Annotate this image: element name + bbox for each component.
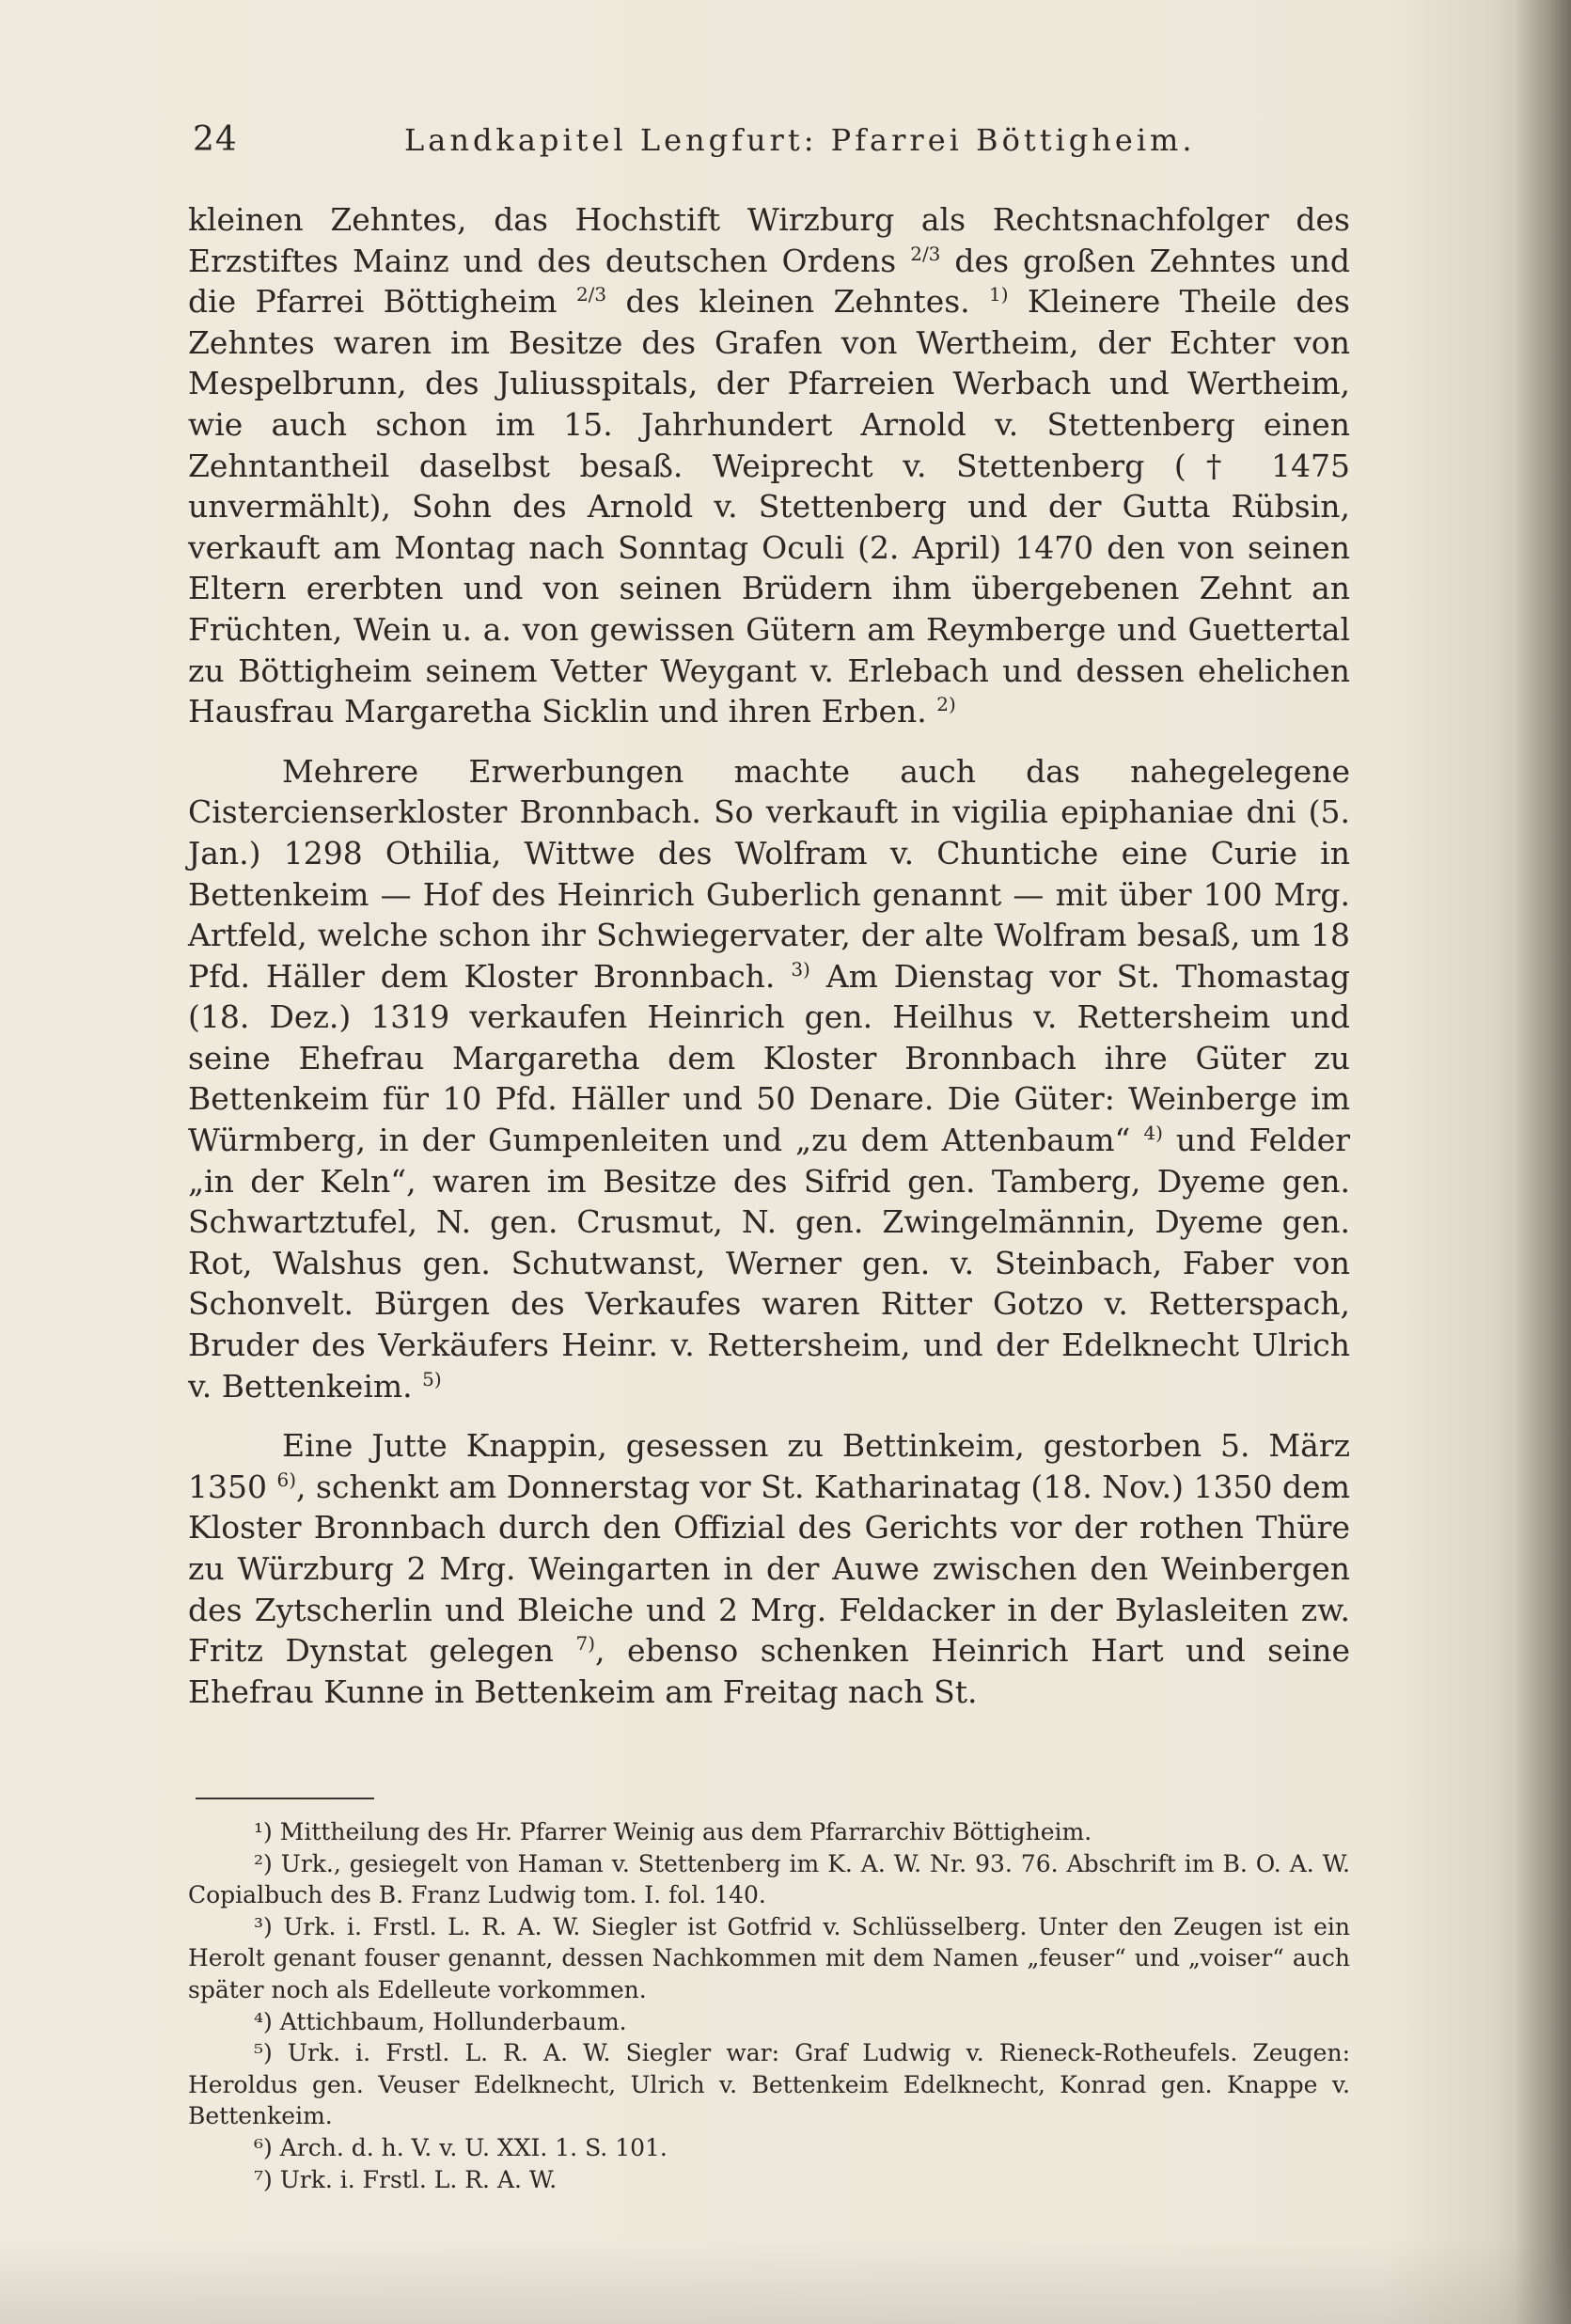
footnote-ref: 7)	[575, 1632, 595, 1656]
footnote-2: ²) Urk., gesiegelt von Haman v. Stettenberg im K. A. W. Nr. 93. 76. Abschrift im B. O. A. W. Copialbuch des B. Franz Ludwig tom. I. fol. 140.	[188, 1849, 1350, 1909]
page-bottom-shade	[0, 2239, 1571, 2324]
footnote-ref: 6)	[276, 1468, 297, 1491]
footnote-1: ¹) Mittheilung des Hr. Pfarrer Weinig aus dem Pfarrarchiv Böttigheim.	[254, 1818, 1092, 1845]
text-run: kleinen Zehntes, das Hochstift Wirzburg als Rechtsnachfolger des Erzstiftes Mainz und des deutschen Ordens	[188, 201, 1350, 279]
footnote-7: ⁷) Urk. i. Frstl. L. R. A. W.	[254, 2165, 558, 2193]
paragraph-1	[188, 199, 1350, 732]
text-run: Eine Jutte Knappin, gesessen zu Bettinkeim, gestorben 5. März 1350	[188, 1427, 1350, 1505]
text-run: Mehrere Erwerbungen machte auch das nahegelegene Cistercienserkloster Bronnbach. So verkauft in vigilia epiphaniae dni (5. Jan.) 1298 Othilia, Wittwe des Wolfram v. Chuntiche eine Curie in Bettenkeim — Hof des Heinrich Guberlich genannt — mit über 100 Mrg. Artfeld, welche schon ihr Schwiegervater, der alte Wolfram besaß, um 18 Pfd. Häller dem Kloster Bronnbach.	[188, 752, 1350, 995]
text-run: des großen Zehntes und die Pfarrei Böttigheim	[188, 242, 1350, 321]
footnote-ref: 2)	[936, 693, 956, 716]
footnote-ref: 4)	[1143, 1122, 1163, 1145]
footnote-5: ⁵) Urk. i. Frstl. L. R. A. W. Siegler war: Graf Ludwig v. Rieneck-Rotheufels. Zeugen: Heroldus gen. Veuser Edelknecht, Ulrich v. Bettenkeim Edelknecht, Konrad gen. Knappe v. Bettenkeim.	[188, 2039, 1350, 2130]
footnote-6: ⁶) Arch. d. h. V. v. U. XXI. 1. S. 101.	[254, 2133, 668, 2161]
paragraph-3	[188, 1425, 1350, 1712]
footnotes	[188, 1816, 1350, 2195]
footnote-divider	[196, 1798, 374, 1799]
text-run: , ebenso schenken Heinrich Hart und seine Ehefrau Kunne in Bettenkeim am Freitag nach St.	[188, 1632, 1350, 1710]
fraction-superscript: 2/3	[910, 242, 941, 265]
running-head: Landkapitel Lengfurt: Pfarrei Böttigheim.	[404, 122, 1196, 158]
page-number: 24	[193, 120, 238, 159]
footnote-ref: 5)	[422, 1367, 442, 1390]
page-header	[193, 120, 1349, 177]
text-run: , schenkt am Donnerstag vor St. Katharinatag (18. Nov.) 1350 dem Kloster Bronnbach durch den Offizial des Gerichts vor der rothen Thüre zu Würzburg 2 Mrg. Weingarten in der Auwe zwischen den Weinbergen des Zytscherlin und Bleiche und 2 Mrg. Feldacker in der Bylasleiten zw. Fritz Dynstat gelegen	[188, 1468, 1350, 1670]
fraction-superscript: 2/3	[575, 283, 607, 306]
page-edge-shadow	[1515, 0, 1571, 2324]
text-run: Kleinere Theile des Zehntes waren im Besitze des Grafen von Wertheim, der Echter von Mespelbrunn, des Juliusspitals, der Pfarreien Werbach und Wertheim, wie auch schon im 15. Jahrhundert Arnold v. Stettenberg einen Zehntantheil daselbst besaß. Weiprecht v. Stettenberg († 1475 unvermählt), Sohn des Arnold v. Stettenberg und der Gutta Rübsin, verkauft am Montag nach Sonntag Oculi (2. April) 1470 den von seinen Eltern ererbten und von seinen Brüdern ihm übergebenen Zehnt an Früchten, Wein u. a. von gewissen Gütern am Reymberge und Guettertal zu Böttigheim seinem Vetter Weygant v. Erlebach und dessen ehelichen Hausfrau Margaretha Sicklin und ihren Erben.	[188, 283, 1350, 730]
footnote-3: ³) Urk. i. Frstl. L. R. A. W. Siegler ist Gotfrid v. Schlüsselberg. Unter den Zeugen ist ein Herolt genant fouser genannt, dessen Nachkommen mit dem Namen „feuser“ und „voiser“ auch später noch als Edelleute vorkommen.	[188, 1912, 1350, 2003]
paragraph-2	[188, 751, 1350, 1407]
body-text	[188, 199, 1350, 1712]
footnote-ref: 1)	[989, 283, 1009, 306]
footnote-ref: 3)	[791, 957, 810, 981]
footnote-4: ⁴) Attichbaum, Hollunderbaum.	[254, 2007, 627, 2035]
text-run: des kleinen Zehntes.	[606, 283, 989, 321]
text-run: und Felder „in der Keln“, waren im Besitze des Sifrid gen. Tamberg, Dyeme gen. Schwartztufel, N. gen. Crusmut, N. gen. Zwingelmännin, Dyeme gen. Rot, Walshus gen. Schutwanst, Werner gen. v. Steinbach, Faber von Schonvelt. Bürgen des Verkaufes waren Ritter Gotzo v. Retterspach, Bruder des Verkäufers Heinr. v. Rettersheim, und der Edelknecht Ulrich v. Bettenkeim.	[188, 1122, 1351, 1405]
text-run: Am Dienstag vor St. Thomastag (18. Dez.) 1319 verkaufen Heinrich gen. Heilhus v. Rettersheim und seine Ehefrau Margaretha dem Kloster Bronnbach ihre Güter zu Bettenkeim für 10 Pfd. Häller und 50 Denare. Die Güter: Weinberge im Würmberg, in der Gumpenleiten und „zu dem Attenbaum“	[188, 957, 1350, 1159]
